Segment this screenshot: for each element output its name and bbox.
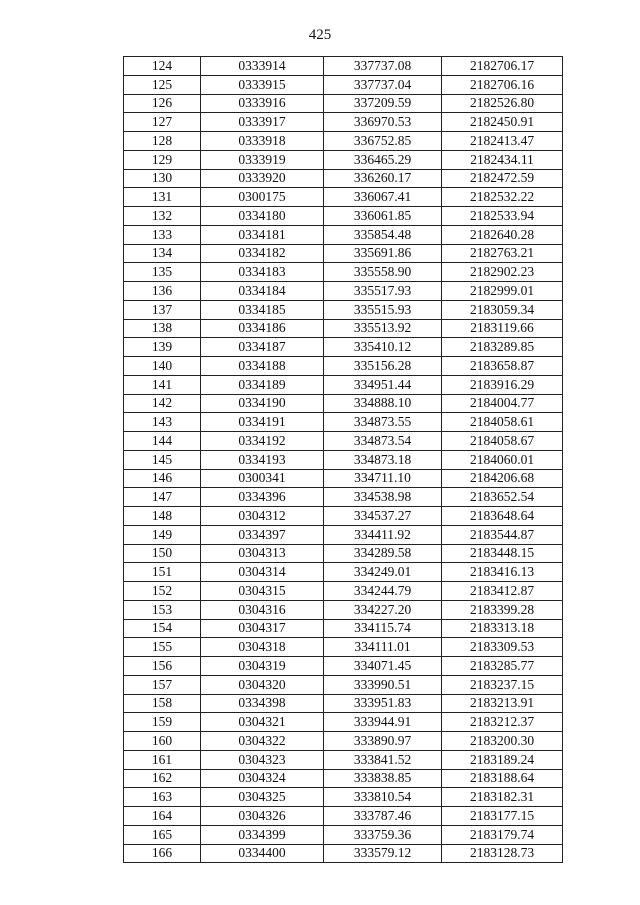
x-coordinate-cell: 334537.27 <box>324 507 442 526</box>
row-number-cell: 131 <box>124 188 201 207</box>
point-id-cell: 0304316 <box>201 600 324 619</box>
row-number-cell: 142 <box>124 394 201 413</box>
point-id-cell: 0333914 <box>201 57 324 76</box>
point-id-cell: 0334181 <box>201 225 324 244</box>
row-number-cell: 156 <box>124 657 201 676</box>
row-number-cell: 138 <box>124 319 201 338</box>
x-coordinate-cell: 334888.10 <box>324 394 442 413</box>
point-id-cell: 0304320 <box>201 675 324 694</box>
row-number-cell: 144 <box>124 432 201 451</box>
point-id-cell: 0334399 <box>201 825 324 844</box>
y-coordinate-cell: 2182413.47 <box>442 132 563 151</box>
x-coordinate-cell: 333990.51 <box>324 675 442 694</box>
table-row <box>124 544 563 563</box>
point-id-cell: 0304325 <box>201 788 324 807</box>
point-id-cell: 0334190 <box>201 394 324 413</box>
y-coordinate-cell: 2183188.64 <box>442 769 563 788</box>
x-coordinate-cell: 335854.48 <box>324 225 442 244</box>
point-id-cell: 0334400 <box>201 844 324 863</box>
point-id-cell: 0334398 <box>201 694 324 713</box>
point-id-cell: 0334180 <box>201 207 324 226</box>
x-coordinate-cell: 336970.53 <box>324 113 442 132</box>
table-row <box>124 807 563 826</box>
x-coordinate-cell: 333890.97 <box>324 732 442 751</box>
table-row <box>124 732 563 751</box>
x-coordinate-cell: 334951.44 <box>324 375 442 394</box>
y-coordinate-cell: 2183212.37 <box>442 713 563 732</box>
row-number-cell: 162 <box>124 769 201 788</box>
y-coordinate-cell: 2183285.77 <box>442 657 563 676</box>
table-row <box>124 657 563 676</box>
x-coordinate-cell: 334071.45 <box>324 657 442 676</box>
table-row <box>124 469 563 488</box>
x-coordinate-cell: 334873.18 <box>324 450 442 469</box>
point-id-cell: 0333918 <box>201 132 324 151</box>
table-row <box>124 750 563 769</box>
y-coordinate-cell: 2183182.31 <box>442 788 563 807</box>
point-id-cell: 0300341 <box>201 469 324 488</box>
x-coordinate-cell: 333838.85 <box>324 769 442 788</box>
coordinates-table-body <box>124 57 563 863</box>
y-coordinate-cell: 2183119.66 <box>442 319 563 338</box>
table-row <box>124 319 563 338</box>
x-coordinate-cell: 335156.28 <box>324 357 442 376</box>
row-number-cell: 147 <box>124 488 201 507</box>
y-coordinate-cell: 2184004.77 <box>442 394 563 413</box>
row-number-cell: 158 <box>124 694 201 713</box>
row-number-cell: 151 <box>124 563 201 582</box>
table-row <box>124 788 563 807</box>
point-id-cell: 0304323 <box>201 750 324 769</box>
x-coordinate-cell: 337737.08 <box>324 57 442 76</box>
table-row <box>124 357 563 376</box>
y-coordinate-cell: 2183189.24 <box>442 750 563 769</box>
y-coordinate-cell: 2183658.87 <box>442 357 563 376</box>
y-coordinate-cell: 2184060.01 <box>442 450 563 469</box>
y-coordinate-cell: 2183289.85 <box>442 338 563 357</box>
y-coordinate-cell: 2182640.28 <box>442 225 563 244</box>
row-number-cell: 140 <box>124 357 201 376</box>
y-coordinate-cell: 2183648.64 <box>442 507 563 526</box>
y-coordinate-cell: 2182763.21 <box>442 244 563 263</box>
table-row <box>124 113 563 132</box>
y-coordinate-cell: 2182999.01 <box>442 282 563 301</box>
x-coordinate-cell: 335691.86 <box>324 244 442 263</box>
x-coordinate-cell: 333759.36 <box>324 825 442 844</box>
y-coordinate-cell: 2183177.15 <box>442 807 563 826</box>
y-coordinate-cell: 2182706.16 <box>442 75 563 94</box>
row-number-cell: 132 <box>124 207 201 226</box>
y-coordinate-cell: 2183179.74 <box>442 825 563 844</box>
table-row <box>124 675 563 694</box>
row-number-cell: 145 <box>124 450 201 469</box>
row-number-cell: 150 <box>124 544 201 563</box>
row-number-cell: 157 <box>124 675 201 694</box>
x-coordinate-cell: 334873.55 <box>324 413 442 432</box>
point-id-cell: 0304321 <box>201 713 324 732</box>
point-id-cell: 0304312 <box>201 507 324 526</box>
row-number-cell: 134 <box>124 244 201 263</box>
table-row <box>124 169 563 188</box>
row-number-cell: 152 <box>124 582 201 601</box>
x-coordinate-cell: 336260.17 <box>324 169 442 188</box>
point-id-cell: 0304319 <box>201 657 324 676</box>
table-row <box>124 825 563 844</box>
y-coordinate-cell: 2182532.22 <box>442 188 563 207</box>
row-number-cell: 164 <box>124 807 201 826</box>
point-id-cell: 0300175 <box>201 188 324 207</box>
table-row <box>124 432 563 451</box>
table-row <box>124 450 563 469</box>
x-coordinate-cell: 334249.01 <box>324 563 442 582</box>
row-number-cell: 136 <box>124 282 201 301</box>
table-row <box>124 525 563 544</box>
point-id-cell: 0334187 <box>201 338 324 357</box>
point-id-cell: 0334396 <box>201 488 324 507</box>
x-coordinate-cell: 333787.46 <box>324 807 442 826</box>
x-coordinate-cell: 336465.29 <box>324 150 442 169</box>
y-coordinate-cell: 2182526.80 <box>442 94 563 113</box>
y-coordinate-cell: 2182706.17 <box>442 57 563 76</box>
row-number-cell: 155 <box>124 638 201 657</box>
table-row <box>124 338 563 357</box>
x-coordinate-cell: 334411.92 <box>324 525 442 544</box>
row-number-cell: 127 <box>124 113 201 132</box>
row-number-cell: 141 <box>124 375 201 394</box>
x-coordinate-cell: 337737.04 <box>324 75 442 94</box>
point-id-cell: 0334189 <box>201 375 324 394</box>
table-row <box>124 57 563 76</box>
row-number-cell: 135 <box>124 263 201 282</box>
x-coordinate-cell: 334244.79 <box>324 582 442 601</box>
point-id-cell: 0334183 <box>201 263 324 282</box>
x-coordinate-cell: 334538.98 <box>324 488 442 507</box>
point-id-cell: 0333916 <box>201 94 324 113</box>
table-row <box>124 244 563 263</box>
point-id-cell: 0333915 <box>201 75 324 94</box>
table-row <box>124 844 563 863</box>
row-number-cell: 160 <box>124 732 201 751</box>
y-coordinate-cell: 2183200.30 <box>442 732 563 751</box>
x-coordinate-cell: 334873.54 <box>324 432 442 451</box>
x-coordinate-cell: 336752.85 <box>324 132 442 151</box>
y-coordinate-cell: 2183213.91 <box>442 694 563 713</box>
point-id-cell: 0334186 <box>201 319 324 338</box>
y-coordinate-cell: 2184058.67 <box>442 432 563 451</box>
table-row <box>124 132 563 151</box>
row-number-cell: 125 <box>124 75 201 94</box>
x-coordinate-cell: 337209.59 <box>324 94 442 113</box>
y-coordinate-cell: 2182450.91 <box>442 113 563 132</box>
table-row <box>124 75 563 94</box>
x-coordinate-cell: 334111.01 <box>324 638 442 657</box>
y-coordinate-cell: 2183544.87 <box>442 525 563 544</box>
y-coordinate-cell: 2182472.59 <box>442 169 563 188</box>
y-coordinate-cell: 2183399.28 <box>442 600 563 619</box>
table-row <box>124 713 563 732</box>
table-row <box>124 188 563 207</box>
y-coordinate-cell: 2182533.94 <box>442 207 563 226</box>
point-id-cell: 0304324 <box>201 769 324 788</box>
x-coordinate-cell: 335558.90 <box>324 263 442 282</box>
coordinates-table <box>123 56 563 863</box>
row-number-cell: 126 <box>124 94 201 113</box>
row-number-cell: 161 <box>124 750 201 769</box>
point-id-cell: 0304318 <box>201 638 324 657</box>
y-coordinate-cell: 2184206.68 <box>442 469 563 488</box>
table-row <box>124 638 563 657</box>
table-row <box>124 413 563 432</box>
x-coordinate-cell: 334227.20 <box>324 600 442 619</box>
x-coordinate-cell: 333810.54 <box>324 788 442 807</box>
y-coordinate-cell: 2183059.34 <box>442 300 563 319</box>
y-coordinate-cell: 2183448.15 <box>442 544 563 563</box>
row-number-cell: 139 <box>124 338 201 357</box>
x-coordinate-cell: 336067.41 <box>324 188 442 207</box>
y-coordinate-cell: 2184058.61 <box>442 413 563 432</box>
row-number-cell: 148 <box>124 507 201 526</box>
x-coordinate-cell: 333944.91 <box>324 713 442 732</box>
row-number-cell: 143 <box>124 413 201 432</box>
table-row <box>124 94 563 113</box>
point-id-cell: 0334193 <box>201 450 324 469</box>
x-coordinate-cell: 335517.93 <box>324 282 442 301</box>
y-coordinate-cell: 2183309.53 <box>442 638 563 657</box>
row-number-cell: 124 <box>124 57 201 76</box>
x-coordinate-cell: 336061.85 <box>324 207 442 226</box>
table-row <box>124 563 563 582</box>
y-coordinate-cell: 2182902.23 <box>442 263 563 282</box>
row-number-cell: 130 <box>124 169 201 188</box>
x-coordinate-cell: 334115.74 <box>324 619 442 638</box>
table-row <box>124 507 563 526</box>
point-id-cell: 0304314 <box>201 563 324 582</box>
point-id-cell: 0334191 <box>201 413 324 432</box>
x-coordinate-cell: 334289.58 <box>324 544 442 563</box>
row-number-cell: 153 <box>124 600 201 619</box>
row-number-cell: 165 <box>124 825 201 844</box>
y-coordinate-cell: 2183412.87 <box>442 582 563 601</box>
table-row <box>124 150 563 169</box>
row-number-cell: 129 <box>124 150 201 169</box>
point-id-cell: 0304326 <box>201 807 324 826</box>
row-number-cell: 137 <box>124 300 201 319</box>
row-number-cell: 163 <box>124 788 201 807</box>
point-id-cell: 0304322 <box>201 732 324 751</box>
table-row <box>124 600 563 619</box>
table-row <box>124 282 563 301</box>
point-id-cell: 0334397 <box>201 525 324 544</box>
table-row <box>124 769 563 788</box>
x-coordinate-cell: 333579.12 <box>324 844 442 863</box>
y-coordinate-cell: 2183652.54 <box>442 488 563 507</box>
point-id-cell: 0333917 <box>201 113 324 132</box>
row-number-cell: 166 <box>124 844 201 863</box>
x-coordinate-cell: 334711.10 <box>324 469 442 488</box>
table-row <box>124 488 563 507</box>
table-row <box>124 300 563 319</box>
row-number-cell: 128 <box>124 132 201 151</box>
table-row <box>124 394 563 413</box>
y-coordinate-cell: 2183237.15 <box>442 675 563 694</box>
x-coordinate-cell: 335513.92 <box>324 319 442 338</box>
table-row <box>124 694 563 713</box>
y-coordinate-cell: 2183916.29 <box>442 375 563 394</box>
point-id-cell: 0304315 <box>201 582 324 601</box>
row-number-cell: 149 <box>124 525 201 544</box>
table-row <box>124 225 563 244</box>
point-id-cell: 0304313 <box>201 544 324 563</box>
point-id-cell: 0334184 <box>201 282 324 301</box>
row-number-cell: 133 <box>124 225 201 244</box>
table-row <box>124 582 563 601</box>
point-id-cell: 0333920 <box>201 169 324 188</box>
y-coordinate-cell: 2183313.18 <box>442 619 563 638</box>
table-row <box>124 375 563 394</box>
y-coordinate-cell: 2183416.13 <box>442 563 563 582</box>
page-number: 425 <box>308 27 332 43</box>
point-id-cell: 0333919 <box>201 150 324 169</box>
row-number-cell: 159 <box>124 713 201 732</box>
point-id-cell: 0334185 <box>201 300 324 319</box>
point-id-cell: 0304317 <box>201 619 324 638</box>
x-coordinate-cell: 335410.12 <box>324 338 442 357</box>
row-number-cell: 146 <box>124 469 201 488</box>
point-id-cell: 0334192 <box>201 432 324 451</box>
x-coordinate-cell: 333951.83 <box>324 694 442 713</box>
x-coordinate-cell: 333841.52 <box>324 750 442 769</box>
table-row <box>124 619 563 638</box>
x-coordinate-cell: 335515.93 <box>324 300 442 319</box>
table-row <box>124 207 563 226</box>
y-coordinate-cell: 2182434.11 <box>442 150 563 169</box>
point-id-cell: 0334188 <box>201 357 324 376</box>
point-id-cell: 0334182 <box>201 244 324 263</box>
y-coordinate-cell: 2183128.73 <box>442 844 563 863</box>
table-row <box>124 263 563 282</box>
row-number-cell: 154 <box>124 619 201 638</box>
